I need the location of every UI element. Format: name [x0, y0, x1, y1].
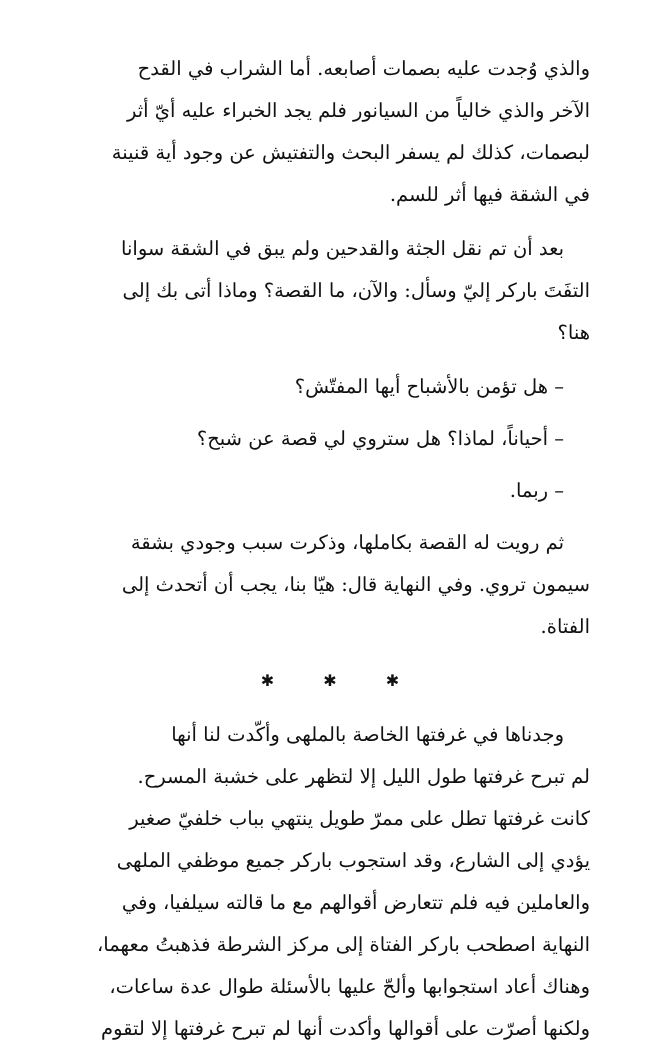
section-separator: ✱ ✱ ✱ — [260, 671, 422, 690]
dialogue-line: – أحياناً، لماذا؟ هل ستروي لي قصة عن شبح؟ — [196, 427, 564, 450]
dialogue-line: – ربما. — [509, 479, 564, 502]
dialogue-line: – هل تؤمن بالأشباح أيها المفتّش؟ — [294, 375, 564, 398]
book-page — [70, 48, 590, 1062]
paragraph-continued: والذي وُجدت عليه بصمات أصابعه. أما الشراب في القدح الآخر والذي خالياً من السيانور فلم يجد الخبراء عليه أيّ أثر لبصمات، كذلك لم يسفر البحث والتفتيش عن وجود أية قنينة في الشقة فيها أثر للسم. — [111, 57, 590, 206]
paragraph-story-told: ثم رويت له القصة بكاملها، وذكرت سبب وجودي بشقة سيمون تروي. وفي النهاية قال: هيّا بنا، يجب أن أتحدث إلى الفتاة. — [121, 531, 590, 638]
paragraph-club-room: وجدناها في غرفتها الخاصة بالملهى وأكّدت لنا أنها لم تبرح غرفتها طول الليل إلا لتظهر على خشبة المسرح. كانت غرفتها تطل على ممرّ طويل ينتهي بباب خلفيّ صغير يؤدي إلى الشارع، وقد استجوب باركر جميع موظفي الملهى والعاملين فيه فلم تتعارض أقوالهم مع ما قالته سيلفيا، وفي النهاية اصطحب باركر الفتاة إلى مركز الشرطة فذهبتُ معهما، وهناك أعاد استجوابها وألحّ عليها بالأسئلة طوال عدة ساعات، ولكنها أصرّت على أقوالها وأكدت أنها لم تبرح غرفتها إلا لتقوم — [96, 723, 590, 1040]
paragraph-parker-question: بعد أن تم نقل الجثة والقدحين ولم يبق في الشقة سوانا التفَتَ باركر إليّ وسأل: والآن، ما القصة؟ وماذا أتى بك إلى هنا؟ — [121, 237, 590, 344]
